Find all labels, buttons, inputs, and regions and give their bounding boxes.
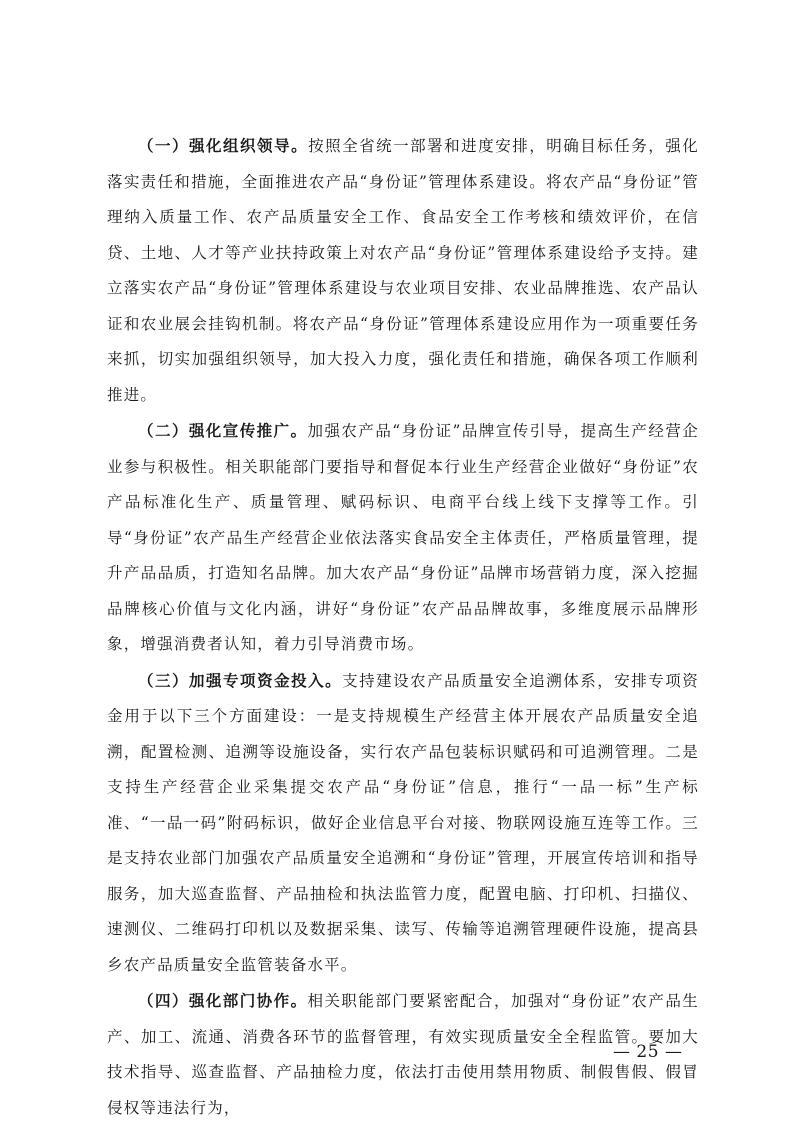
- paragraph-text: 相关职能部门要紧密配合，加强对“身份证”农产品生产、加工、流通、消费各环节的监督管理，有效实现质量安全全程监管。要加大技术指导、巡查监督、产品抽检力度，依法打击使用禁用物质、制假售假、假冒侵权等违法行为，: [107, 992, 699, 1117]
- paragraph-special-funds: [107, 663, 699, 984]
- paragraph-text: 支持建设农产品质量安全追溯体系，安排专项资金用于以下三个方面建设：一是支持规模生产经营主体开展农产品质量安全追溯，配置检测、追溯等设施设备，实行农产品包装标识赋码和可追溯管理。二是支持生产经营企业采集提交农产品“身份证”信息，推行“一品一标”生产标准、“一品一码”附码标识，做好企业信息平台对接、物联网设施互连等工作。三是支持农业部门加强农产品质量安全追溯和“身份证”管理，开展宣传培训和指导服务，加大巡查监督、产品抽检和执法监管力度，配置电脑、打印机、扫描仪、速测仪、二维码打印机以及数据采集、读写、传输等追溯管理硬件设施，提高县乡农产品质量安全监管装备水平。: [107, 671, 700, 974]
- paragraph-heading: （四）强化部门协作。: [138, 991, 308, 1010]
- paragraph-heading: （二）强化宣传推广。: [138, 421, 308, 440]
- paragraph-publicity-promotion: [107, 413, 699, 663]
- paragraph-text: 按照全省统一部署和进度安排，明确目标任务，强化落实责任和措施，全面推进农产品“身份证”管理体系建设。将农产品“身份证”管理纳入质量工作、农产品质量安全工作、食品安全工作考核和绩效评价，在信贷、土地、人才等产业扶持政策上对农产品“身份证”管理体系建设给予支持。建立落实农产品“身份证”管理体系建设与农业项目安排、农业品牌推选、农产品认证和农业展会挂钩机制。将农产品“身份证”管理体系建设应用作为一项重要任务来抓，切实加强组织领导，加大投入力度，强化责任和措施，确保各项工作顺利推进。: [107, 137, 699, 404]
- paragraph-organization-leadership: [107, 128, 699, 413]
- document-body: [107, 128, 699, 1126]
- paragraph-heading: （三）加强专项资金投入。: [138, 670, 343, 690]
- paragraph-text: 加强农产品“身份证”品牌宣传引导，提高生产经营企业参与积极性。相关职能部门要指导和督促本行业生产经营企业做好“身份证”农产品标准化生产、质量管理、赋码标识、电商平台线上线下支撑等工作。引导“身份证”农产品生产经营企业依法落实食品安全主体责任，严格质量管理，提升产品品质，打造知名品牌。加大农产品“身份证”品牌市场营销力度，深入挖掘品牌核心价值与文化内涵，讲好“身份证”农产品品牌故事，多维度展示品牌形象，增强消费者认知，着力引导消费市场。: [107, 422, 699, 653]
- paragraph-heading: （一）强化组织领导。: [138, 136, 309, 155]
- page-number: — 25 —: [613, 1042, 683, 1062]
- paragraph-department-cooperation: [107, 983, 699, 1126]
